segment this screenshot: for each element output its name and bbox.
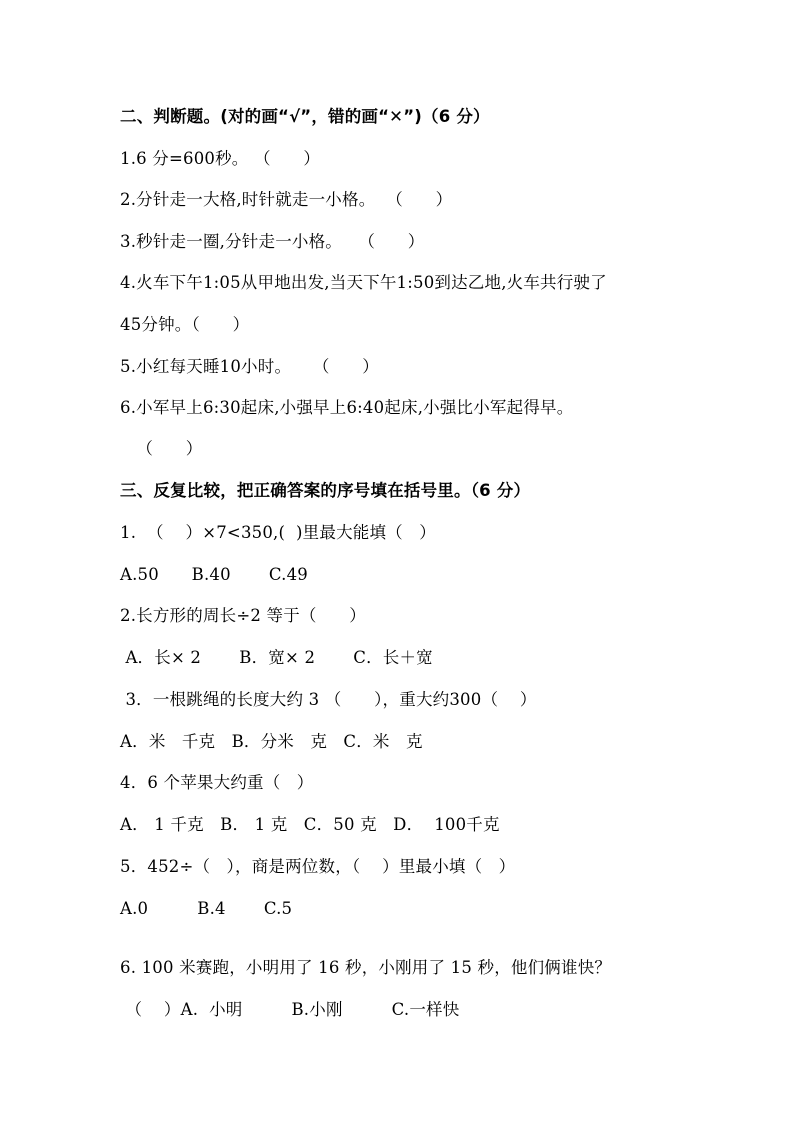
answer-options: A.0 B.4 C.5 [120, 899, 293, 918]
answer-options: A．长× 2 B．宽× 2 C．长＋宽 [120, 648, 433, 667]
question-line: 3．一根跳绳的长度大约 3 （ ），重大约300（ ） [120, 690, 537, 709]
question-line: 2.分针走一大格,时针就走一小格。 （ ） [120, 190, 453, 209]
question-line: 3.秒针走一圈,分针走一小格。 （ ） [120, 232, 425, 251]
answer-options: A． 1 千克 B． 1 克 C．50 克 D． 100千克 [120, 815, 500, 834]
question-line: 1.6 分=600秒。 （ ） [120, 149, 321, 168]
question-line: 45分钟。（ ） [120, 315, 250, 334]
question-line: 6.小军早上6:30起床,小强早上6:40起床,小强比小军起得早。 [120, 398, 574, 417]
answer-options: A．米 千克 B．分米 克 C．米 克 [120, 732, 423, 751]
answer-options: A.50 B.40 C.49 [120, 565, 308, 584]
question-line: 5．452÷（ ），商是两位数，（ ）里最小填（ ） [120, 857, 516, 876]
section-3-heading: 三、反复比较，把正确答案的序号填在括号里。（6 分） [120, 481, 531, 500]
section-2-heading: 二、判断题。(对的画“√”，错的画“✕”)（6 分） [120, 107, 490, 126]
question-line: 4.火车下午1:05从甲地出发,当天下午1:50到达乙地,火车共行驶了 [120, 273, 607, 292]
question-line: 5.小红每天睡10小时。 （ ） [120, 357, 379, 376]
question-line: （ ） [120, 439, 203, 458]
question-line: 1. （ ）×7<350,( )里最大能填（ ） [120, 523, 436, 542]
answer-options: （ ）A. 小明 B.小刚 C.一样快 [120, 1000, 460, 1019]
question-line: 6. 100 米赛跑，小明用了 16 秒，小刚用了 15 秒，他们俩谁快？ [120, 958, 612, 977]
question-line: 4．6 个苹果大约重（ ） [120, 773, 314, 792]
question-line: 2.长方形的周长÷2 等于（ ） [120, 606, 366, 625]
